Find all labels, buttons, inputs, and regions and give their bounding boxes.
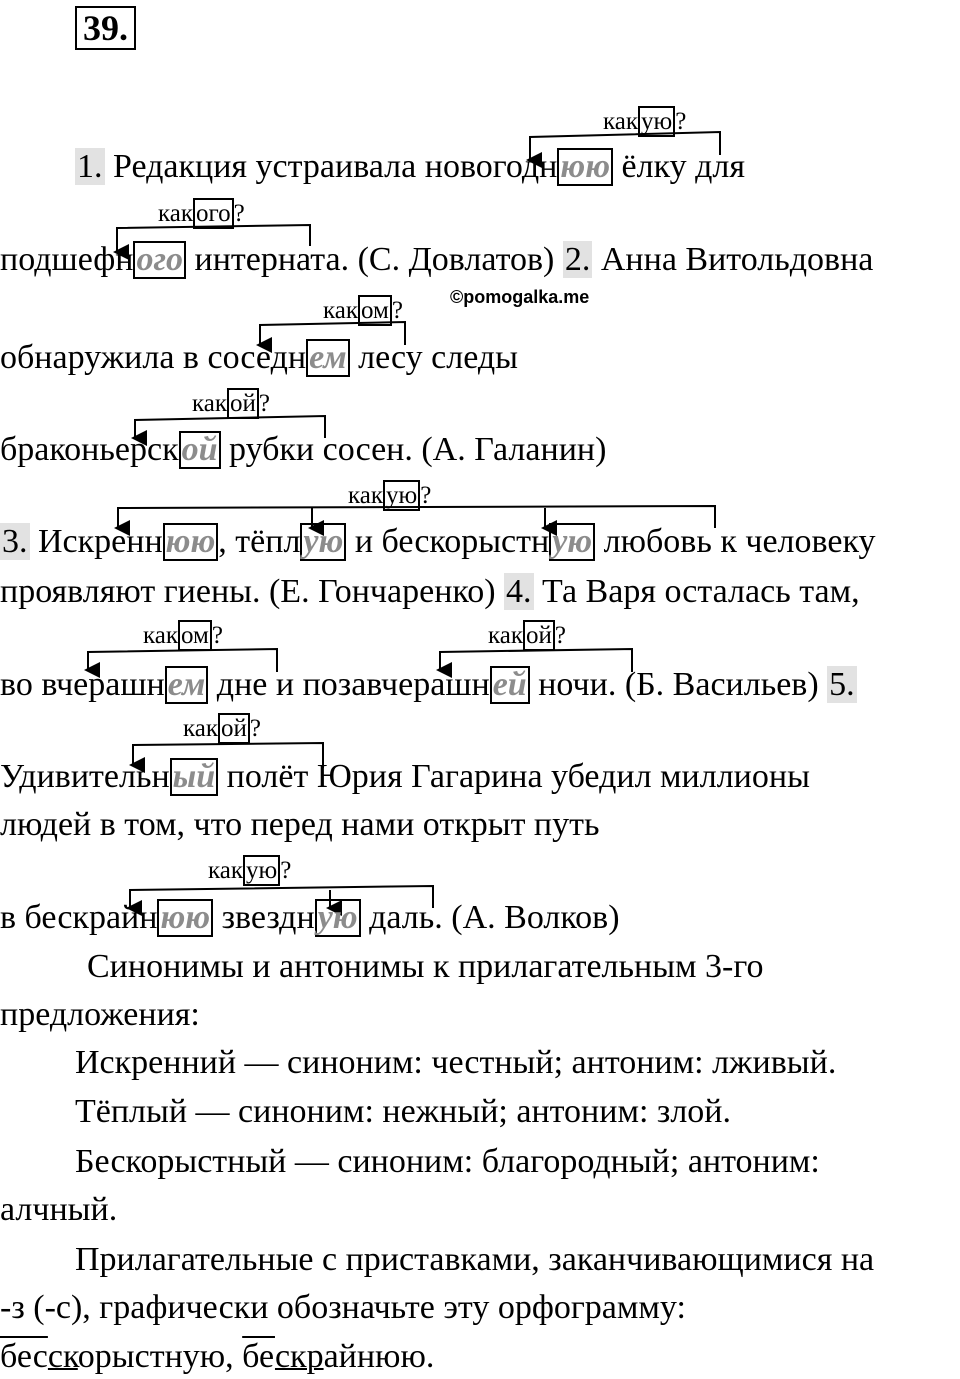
ending-box: ого: [133, 241, 186, 279]
text-line: Удивительный полёт Юрия Гагарина убедил миллионы: [0, 758, 810, 795]
text-line: обнаружила в соседнем лесу следы: [0, 339, 519, 376]
synonym-row: Тёплый — синоним: нежный; антоним: злой.: [75, 1093, 731, 1130]
prefix-task: Прилагательные с приставками, заканчивающимися на: [75, 1241, 875, 1278]
sentence-number: 4.: [506, 573, 532, 610]
question-label: как ой ?: [192, 390, 271, 417]
watermark: ©pomogalka.me: [450, 287, 590, 307]
text-line: 3. Искреннюю, тёплую и бескорыстную любовь к человеку: [2, 523, 876, 560]
question-label: как ой ?: [488, 622, 567, 649]
sentence-number: 5.: [829, 666, 855, 703]
ending-box: ем: [165, 666, 209, 704]
synonym-row: Бескорыстный — синоним: благородный; антоним:: [75, 1143, 820, 1180]
prefix-mark: бес: [0, 1338, 48, 1375]
question-label: как ом ?: [143, 622, 223, 649]
ending-box: ый: [170, 758, 219, 796]
text-line: людей в том, что перед нами открыт путь: [0, 806, 600, 843]
prefix-examples: бесскорыстную, бескрайнюю.: [0, 1338, 435, 1375]
text-line: в бескрайнюю звездную даль. (А. Волков): [0, 899, 620, 936]
question-label: как ой ?: [183, 715, 262, 742]
exercise-number: 39.: [75, 6, 136, 50]
sentence-number: 2.: [564, 241, 591, 278]
synonym-row: Искренний — синоним: честный; антоним: лживый.: [75, 1044, 837, 1081]
prefix-mark: бе: [242, 1338, 275, 1375]
question-label: как ую ?: [348, 482, 432, 509]
text-line: браконьерской рубки сосен. (А. Галанин): [0, 431, 607, 468]
text-line: 1. Редакция устраивала новогоднюю ёлку для: [77, 148, 746, 185]
ending-box: ей: [490, 666, 530, 704]
ending-box: юю: [163, 523, 219, 561]
sentence-number: 3.: [2, 523, 28, 560]
sentence-number: 1.: [77, 148, 103, 185]
ending-box: юю: [157, 899, 213, 937]
section-intro: предложения:: [0, 996, 200, 1033]
underlined-letters: скр: [274, 1338, 324, 1375]
question-label: как ую ?: [208, 857, 292, 884]
ending-box: юю: [557, 148, 613, 186]
ending-box: ой: [179, 431, 221, 469]
ending-box: ую: [549, 523, 595, 561]
prefix-task: -з (-с), графически обозначьте эту орфограмму:: [0, 1289, 686, 1326]
ending-box: ую: [315, 899, 361, 937]
underlined-letters: ск: [47, 1338, 78, 1375]
text-line: во вчерашнем дне и позавчерашней ночи. (Б. Васильев) 5.: [0, 666, 855, 703]
question-label: как ом ?: [323, 297, 403, 324]
question-label: как ого ?: [158, 200, 245, 227]
ending-box: ую: [300, 523, 346, 561]
text-line: подшефного интерната. (С. Довлатов) 2. Анна Витольдовна: [0, 241, 874, 278]
question-label: как ую ?: [603, 108, 687, 135]
section-intro: Синонимы и антонимы к прилагательным 3-го: [87, 948, 764, 985]
ending-box: ем: [306, 339, 350, 377]
synonym-row: алчный.: [0, 1191, 118, 1228]
text-line: проявляют гиены. (Е. Гончаренко) 4. Та Варя осталась там,: [0, 573, 860, 610]
